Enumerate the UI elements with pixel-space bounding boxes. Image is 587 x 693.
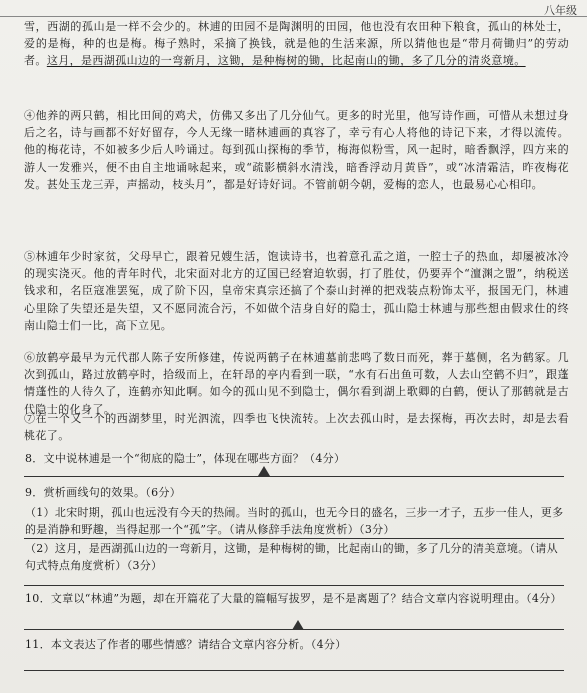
passage-paragraph-5: ⑤林逋年少时家贫，父母早亡，跟着兄嫂生活，饱读诗书，也着意孔孟之道，一腔士子的热血，却屡被冰冷的现实浇灭。他的青年时代，北宋面对北方的辽国已经窘迫软弱，打了胜仗，仍要弄个“澶渊之盟”，纳税送钱求和，名臣寇准罢冤，成了阶下囚，皇帝宋真宗还搞了个泰山封禅的把戏装点粉饰太平，报国无门，林逋心里除了失望还是失望，又不愿同流合污，不如做个洁身自好的隐士，孤山隐士林逋与那些想由假求仕的终南山隐士们一比，高下立见。 bbox=[24, 250, 569, 332]
underlined-sentence: 这月，是西湖孤山边的一弯新月，这锄，是种梅树的锄，比起南山的锄，多了几分的清炎意境。 bbox=[46, 54, 526, 68]
question-9-part-1: （1）北宋时期，孤山也远没有今天的热闹。当时的孤山，也无今日的盛名，三步一才子，五步一佳人，更多的是消静和野趣，当得起那一个“孤”字。（请从修辞手法角度赏析）（3分） bbox=[25, 506, 564, 536]
question-9-stem: 9．赏析画线句的效果。（6分） bbox=[25, 486, 181, 499]
question-8: 8．文中说林逋是一个“彻底的隐士”，体现在哪些方面？（4分） bbox=[25, 452, 346, 465]
passage-paragraph-7: ⑦在一个又一个的西湖梦里，时光泗流，四季也飞快流转。上次去孤山时，是去探梅，再次去时，却是去看桃花了。 bbox=[24, 412, 569, 443]
question-9-part-2: （2）这月，是西湖孤山边的一弯新月，这锄，是种梅树的锄，比起南山的锄，多了几分的清美意境。（请从句式特点角度赏析）（3分） bbox=[25, 542, 558, 572]
grade-label: 八年级 bbox=[544, 4, 577, 17]
question-10: 10．文章以“林逋”为题，却在开篇花了大量的篇幅写拔罗，是不是离题了？结合文章内容说明理由。（4分） bbox=[25, 592, 562, 605]
paragraph-text: 雪，西湖的孤山是一样不会少的。林逋的田园不是陶渊明的田园，他也没有农田种下粮食，孤山的林处士，爱的是梅，种的也是梅。梅子熟时，采摘了换钱，就是他的生活来源，所以猜他也是“带月荷锄归”的劳动者。 bbox=[24, 20, 569, 68]
passage-paragraph-6: ⑥放鹤亭最早为元代郡人陈子安所修建，传说两鹤子在林逋墓前悲鸣了数日而死，葬于墓侧，名为鹤冢。几次到孤山，路过放鹤亭时，拾级而上，在轩昂的亭内看到一联，“水有石出鱼可数，人去山空鹤不归”，跟蓬情蓬性的人待久了，连鹤亦知此啊。如今的孤山见不到隐士，偶尔看到湖上歌卿的白鹤，便认了那鹤就是古代隐士的化身了。 bbox=[24, 351, 569, 416]
question-11: 11．本文表达了作者的哪些情感？请结合文章内容分析。（4分） bbox=[25, 638, 347, 651]
passage-paragraph-4: ④他养的两只鹤，相比田间的鸡犬，仿佛又多出了几分仙气。更多的时光里，他写诗作画，可惜从未想过身后之名，诗与画都不好好留存，今人无缘一睹林逋画的真容了，幸亏有心人将他的诗记下来，才得以流传。他的梅花诗，不如被多少后人吟诵过。每到孤山探梅的季节，梅海似粉雪，风一起时，暗香飘浮，四方来的游人一发雅兴，便不由自主地诵咏起来，或“疏影横斜水清浅，暗香浮动月黄昏”，或“冰清霜洁，昨夜梅花发。甚处玉龙三弄，声摇动，枝头月”，都是好诗好词。不管前朝今朝，爱梅的恋人，也最易心心相印。 bbox=[24, 109, 569, 191]
